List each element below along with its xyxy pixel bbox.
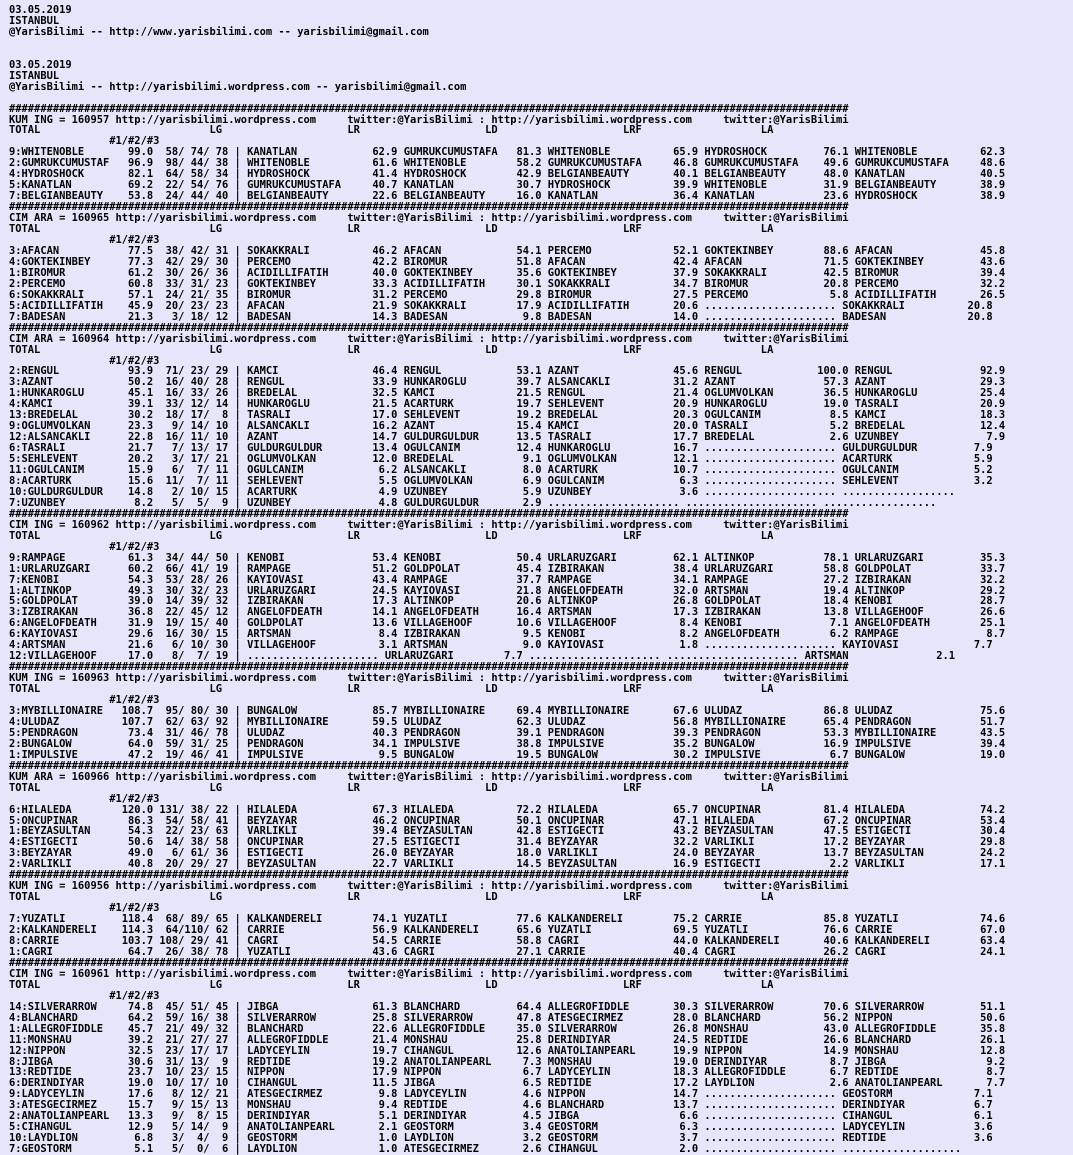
text-line: 13:REDTIDE 23.7 10/ 23/ 15 | NIPPON 17.9 NIPPON 6.7 LADYCEYLIN 18.3 ALLEGROFIDDLE 6.7 REDTIDE 8.7 bbox=[9, 1066, 1006, 1079]
text-line: 3:BEYZAYAR 49.0 6/ 61/ 36 | ESTIGECTI 26.0 BEYZAYAR 18.0 VARLIKLI 24.0 BEYZAYAR 13.7 BEYZASULTAN 24.2 bbox=[9, 847, 1006, 860]
text-line: 1:URLARUZGARI 60.2 66/ 41/ 19 | RAMPAGE 51.2 GOLDPOLAT 45.4 IZBIRAKAN 38.4 URLARUZGARI 58.8 GOLDPOLAT 33.7 bbox=[9, 562, 1006, 575]
text-line: 12:ALSANCAKLI 22.8 16/ 11/ 10 | AZANT 14.7 GULDURGULDUR 13.5 TASRALI 17.7 BREDELAL 2.6 UZUNBEY 7.9 bbox=[9, 431, 1006, 444]
text-line: 2:PERCEMO 60.8 33/ 31/ 23 | GOKTEKINBEY 33.3 ACIDILLIFATIH 30.1 SOKAKKRALI 34.7 BIROMUR 20.8 PERCEMO 32.2 bbox=[9, 277, 1006, 290]
text-line: 1:IMPULSIVE 47.2 19/ 46/ 41 | IMPULSIVE 9.5 BUNGALOW 19.5 BUNGALOW 30.2 IMPULSIVE 6.7 BUNGALOW 19.0 bbox=[9, 748, 1006, 761]
text-line: ###################################################################################################################################### bbox=[9, 102, 849, 115]
text-line: 11:OGULCANIM 15.9 6/ 7/ 11 | OGULCANIM 6.2 ALSANCAKLI 8.0 ACARTURK 10.7 ..................... OGULCANIM 5.2 bbox=[9, 464, 993, 477]
text-line: 5:GOLDPOLAT 39.0 14/ 39/ 32 | IZBIRAKAN 17.3 ALTINKOP 20.6 ALTINKOP 26.8 GOLDPOLAT 18.4 KENOBI 28.7 bbox=[9, 595, 1006, 608]
text-line: 8:CARRIE 103.7 108/ 29/ 41 | CAGRI 54.5 CARRIE 58.8 CAGRI 44.0 KALKANDERELI 40.6 KALKANDERELI 63.4 bbox=[9, 935, 1006, 948]
text-line: 6:ANGELOFDEATH 31.9 19/ 15/ 40 | GOLDPOLAT 13.6 VILLAGEHOOF 10.6 VILLAGEHOOF 8.4 KENOBI 7.1 ANGELOFDEATH 25.1 bbox=[9, 617, 1006, 630]
text-line: TOTAL LG LR LD LRF LA bbox=[9, 124, 774, 137]
text-line: ISTANBUL bbox=[9, 69, 60, 82]
text-line: ###################################################################################################################################### bbox=[9, 759, 849, 772]
text-line: 5:KANATLAN 69.2 22/ 54/ 76 | GUMRUKCUMUSTAFA 40.7 KANATLAN 30.7 HYDROSHOCK 39.9 WHITENOBLE 31.9 BELGIANBEAUTY 38.9 bbox=[9, 179, 1006, 192]
text-line: ###################################################################################################################################### bbox=[9, 869, 849, 882]
text-line: 6:KAYIOVASI 29.6 16/ 30/ 15 | ARTSMAN 8.4 IZBIRAKAN 9.5 KENOBI 8.2 ANGELOFDEATH 6.2 RAMPAGE 8.7 bbox=[9, 628, 1006, 641]
text-line: 8:ACARTURK 15.6 11/ 7/ 11 | SEHLEVENT 5.5 OGLUMVOLKAN 6.9 OGULCANIM 6.3 ..................... SEHLEVENT 3.2 bbox=[9, 474, 993, 487]
text-line: ###################################################################################################################################### bbox=[9, 661, 849, 674]
text-line: 7:YUZATLI 118.4 68/ 89/ 65 | KALKANDERELI 74.1 YUZATLI 77.6 KALKANDERELI 75.2 CARRIE 85.8 YUZATLI 74.6 bbox=[9, 913, 1006, 926]
text-line: ###################################################################################################################################### bbox=[9, 956, 849, 969]
text-line: 1:HUNKAROGLU 45.1 16/ 33/ 26 | BREDELAL 32.5 KAMCI 21.5 RENGUL 21.4 OGLUMVOLKAN 36.5 HUNKAROGLU 25.4 bbox=[9, 387, 1006, 400]
text-line: 4:ULUDAZ 107.7 62/ 63/ 92 | MYBILLIONAIRE 59.5 ULUDAZ 62.3 ULUDAZ 56.8 MYBILLIONAIRE 65.4 PENDRAGON 51.7 bbox=[9, 715, 1006, 728]
text-line bbox=[9, 38, 1073, 49]
text-line: ###################################################################################################################################### bbox=[9, 201, 849, 214]
text-line: ###################################################################################################################################### bbox=[9, 321, 849, 334]
text-line: #1/#2/#3 bbox=[9, 902, 160, 915]
text-line: KUM ING = 160957 http://yarisbilimi.wordpress.com twitter:@YarisBilimi : http://yarisbilimi.wordpress.com twitter:@YarisBilimi bbox=[9, 113, 849, 126]
text-line: #1/#2/#3 bbox=[9, 989, 160, 1002]
text-line: 3:IZBIRAKAN 36.8 22/ 45/ 12 | ANGELOFDEATH 14.1 ANGELOFDEATH 16.4 ARTSMAN 17.3 IZBIRAKAN 13.8 VILLAGEHOOF 26.6 bbox=[9, 606, 1006, 619]
text-line: 10:GULDURGULDUR 14.8 2/ 10/ 15 | ACARTURK 4.9 UZUNBEY 5.9 UZUNBEY 3.6 ..................... .................. bbox=[9, 485, 956, 498]
text-line: 5:ACIDILLIFATIH 45.9 20/ 23/ 23 | AFACAN 21.9 SOKAKKRALI 17.9 ACIDILLIFATIH 20.6 ..................... SOKAKKRALI 20.8 bbox=[9, 299, 993, 312]
text-line: 3:ATESGECIRMEZ 15.7 9/ 15/ 13 | MONSHAU 9.4 REDTIDE 4.6 BLANCHARD 13.7 ..................... DERINDIYAR 6.7 bbox=[9, 1099, 993, 1112]
text-line: 12:VILLAGEHOOF 17.0 8/ 7/ 19 | ..................... URLARUZGARI 7.7 ..................... ..................... ARTSMAN 2.1 bbox=[9, 650, 956, 663]
text-line: 1:ALTINKOP 49.3 30/ 32/ 23 | URLARUZGARI 24.5 KAYIOVASI 21.8 ANGELOFDEATH 32.0 ARTSMAN 19.4 ALTINKOP 29.2 bbox=[9, 584, 1006, 597]
text-line: 4:KAMCI 39.1 33/ 12/ 14 | HUNKAROGLU 21.5 ACARTURK 19.7 SEHLEVENT 20.9 HUNKAROGLU 19.0 TASRALI 20.9 bbox=[9, 398, 1006, 411]
text-line: 4:GOKTEKINBEY 77.3 42/ 29/ 30 | PERCEMO 42.2 BIROMUR 51.8 AFACAN 42.4 AFACAN 71.5 GOKTEKINBEY 43.6 bbox=[9, 255, 1006, 268]
text-line: 4:ARTSMAN 21.6 6/ 10/ 30 | VILLAGEHOOF 3.1 ARTSMAN 9.0 KAYIOVASI 1.8 ..................... KAYIOVASI 7.7 bbox=[9, 639, 993, 652]
text-line: 7:GEOSTORM 5.1 5/ 0/ 6 | LAYDLION 1.0 ATESGECIRMEZ 2.6 CIHANGUL 2.0 ..................... ................... bbox=[9, 1143, 962, 1155]
text-line: @YarisBilimi -- http://www.yarisbilimi.com -- yarisbilimi@gmail.com bbox=[9, 25, 429, 38]
text-line: 7:BELGIANBEAUTY 53.8 24/ 44/ 40 | BELGIANBEAUTY 22.6 BELGIANBEAUTY 16.0 KANATLAN 36.4 KANATLAN 23.6 HYDROSHOCK 38.9 bbox=[9, 190, 1006, 203]
text-line: #1/#2/#3 bbox=[9, 540, 160, 553]
text-line: 7:UZUNBEY 8.2 5/ 5/ 9 | UZUNBEY 4.8 GULDURGULDUR 2.9 ..................... ..................... .................. bbox=[9, 496, 937, 509]
text-line: 6:HILALEDA 120.0 131/ 38/ 22 | HILALEDA 67.3 HILALEDA 72.2 HILALEDA 65.7 ONCUPINAR 81.4 HILALEDA 74.2 bbox=[9, 803, 1006, 816]
text-line: 2:ANATOLIANPEARL 13.3 9/ 8/ 15 | DERINDIYAR 5.1 DERINDIYAR 4.5 JIBGA 6.6 ..................... CIHANGUL 6.1 bbox=[9, 1110, 993, 1123]
text-line: ###################################################################################################################################### bbox=[9, 507, 849, 520]
text-line: 5:PENDRAGON 73.4 31/ 46/ 78 | ULUDAZ 40.3 PENDRAGON 39.1 PENDRAGON 39.3 PENDRAGON 53.3 MYBILLIONAIRE 43.5 bbox=[9, 726, 1006, 739]
text-line: 7:BADESAN 21.3 3/ 18/ 12 | BADESAN 14.3 BADESAN 9.8 BADESAN 14.0 ..................... BADESAN 20.8 bbox=[9, 310, 993, 323]
text-line: 13:BREDELAL 30.2 18/ 17/ 8 | TASRALI 17.0 SEHLEVENT 19.2 BREDELAL 20.3 OGULCANIM 8.5 KAMCI 18.3 bbox=[9, 409, 1006, 422]
text-line: #1/#2/#3 bbox=[9, 234, 160, 247]
text-line bbox=[9, 93, 1073, 104]
text-line: 2:GUMRUKCUMUSTAF 96.9 98/ 44/ 38 | WHITENOBLE 61.6 WHITENOBLE 58.2 GUMRUKCUMUSTAFA 46.8 GUMRUKCUMUSTAFA 49.6 GUMRUKCUMUSTAFA 48.6 bbox=[9, 157, 1006, 170]
text-line: 11:MONSHAU 39.2 21/ 27/ 27 | ALLEGROFIDDLE 21.4 MONSHAU 25.8 DERINDIYAR 24.5 REDTIDE 26.6 BLANCHARD 26.1 bbox=[9, 1033, 1006, 1046]
text-line: #1/#2/#3 bbox=[9, 135, 160, 148]
text-line: 1:ALLEGROFIDDLE 45.7 21/ 49/ 32 | BLANCHARD 22.6 ALLEGROFIDDLE 35.0 SILVERARROW 26.8 MONSHAU 43.0 ALLEGROFIDDLE 35.8 bbox=[9, 1022, 1006, 1035]
text-line: #1/#2/#3 bbox=[9, 354, 160, 367]
text-line: CIM ING = 160961 http://yarisbilimi.wordpress.com twitter:@YarisBilimi : http://yarisbilimi.wordpress.com twitter:@YarisBilimi bbox=[9, 967, 849, 980]
text-line: 6:DERINDIYAR 19.0 10/ 17/ 10 | CIHANGUL 11.5 JIBGA 6.5 REDTIDE 17.2 LAYDLION 2.6 ANATOLIANPEARL 7.7 bbox=[9, 1077, 1006, 1090]
text-line: CIM ARA = 160965 http://yarisbilimi.wordpress.com twitter:@YarisBilimi : http://yarisbilimi.wordpress.com twitter:@YarisBilimi bbox=[9, 212, 849, 225]
text-line: 10:LAYDLION 6.8 3/ 4/ 9 | GEOSTORM 1.0 LAYDLION 3.2 GEOSTORM 3.7 ..................... REDTIDE 3.6 bbox=[9, 1132, 993, 1145]
text-line: 14:SILVERARROW 74.8 45/ 51/ 45 | JIBGA 61.3 BLANCHARD 64.4 ALLEGROFIDDLE 30.3 SILVERARROW 70.6 SILVERARROW 51.1 bbox=[9, 1000, 1006, 1013]
text-line: 4:ESTIGECTI 50.6 14/ 38/ 58 | ONCUPINAR 27.5 ESTIGECTI 31.4 BEYZAYAR 32.2 VARLIKLI 17.2 BEYZAYAR 29.8 bbox=[9, 836, 1006, 849]
text-line: CIM ARA = 160964 http://yarisbilimi.wordpress.com twitter:@YarisBilimi : http://yarisbilimi.wordpress.com twitter:@YarisBilimi bbox=[9, 332, 849, 345]
text-line: KUM ING = 160956 http://yarisbilimi.wordpress.com twitter:@YarisBilimi : http://yarisbilimi.wordpress.com twitter:@YarisBilimi bbox=[9, 880, 849, 893]
text-line: 7:KENOBI 54.3 53/ 28/ 26 | KAYIOVASI 43.4 RAMPAGE 37.7 RAMPAGE 34.1 RAMPAGE 27.2 IZBIRAKAN 32.2 bbox=[9, 573, 1006, 586]
text-line: 1:BIROMUR 61.2 30/ 26/ 36 | ACIDILLIFATIH 40.0 GOKTEKINBEY 35.6 GOKTEKINBEY 37.9 SOKAKKRALI 42.5 BIROMUR 39.4 bbox=[9, 266, 1006, 279]
text-line: 9:WHITENOBLE 99.0 58/ 74/ 78 | KANATLAN 62.9 GUMRUKCUMUSTAFA 81.3 WHITENOBLE 65.9 HYDROSHOCK 76.1 WHITENOBLE 62.3 bbox=[9, 146, 1006, 159]
text-line: TOTAL LG LR LD LRF LA bbox=[9, 683, 774, 696]
text-line: @YarisBilimi -- http://yarisbilimi.wordpress.com -- yarisbilimi@gmail.com bbox=[9, 80, 467, 93]
text-line: TOTAL LG LR LD LRF LA bbox=[9, 781, 774, 794]
text-line: 2:RENGUL 93.9 71/ 23/ 29 | KAMCI 46.4 RENGUL 53.1 AZANT 45.6 RENGUL 100.0 RENGUL 92.9 bbox=[9, 365, 1006, 378]
text-line: 5:ONCUPINAR 86.3 54/ 58/ 41 | BEYZAYAR 46.2 ONCUPINAR 50.1 ONCUPINAR 47.1 HILALEDA 67.2 ONCUPINAR 53.4 bbox=[9, 814, 1006, 827]
text-line: 1:CAGRI 64.7 26/ 38/ 78 | YUZATLI 43.6 CAGRI 27.1 CARRIE 40.4 CAGRI 26.2 CAGRI 24.1 bbox=[9, 945, 1006, 958]
text-line: 4:BLANCHARD 64.2 59/ 16/ 38 | SILVERARROW 25.8 SILVERARROW 47.8 ATESGECIRMEZ 28.0 BLANCHARD 56.2 NIPPON 50.6 bbox=[9, 1011, 1006, 1024]
text-line: KUM ING = 160963 http://yarisbilimi.wordpress.com twitter:@YarisBilimi : http://yarisbilimi.wordpress.com twitter:@YarisBilimi bbox=[9, 672, 849, 685]
text-line: 6:SOKAKKRALI 57.1 24/ 21/ 35 | BIROMUR 31.2 PERCEMO 29.8 BIROMUR 27.5 PERCEMO 5.8 ACIDILLIFATIH 26.5 bbox=[9, 288, 1006, 301]
text-line: TOTAL LG LR LD LRF LA bbox=[9, 529, 774, 542]
text-line: 5:CIHANGUL 12.9 5/ 14/ 9 | ANATOLIANPEARL 2.1 GEOSTORM 3.4 GEOSTORM 6.3 ..................... LADYCEYLIN 3.6 bbox=[9, 1121, 993, 1134]
text-line: 1:BEYZASULTAN 54.3 22/ 23/ 63 | VARLIKLI 39.4 BEYZASULTAN 42.8 ESTIGECTI 43.2 BEYZASULTAN 47.5 ESTIGECTI 30.4 bbox=[9, 825, 1006, 838]
text-line: 8:JIBGA 30.6 31/ 13/ 9 | REDTIDE 19.2 ANATOLIANPEARL 7.3 MONSHAU 19.0 DERINDIYAR 8.7 JIBGA 9.2 bbox=[9, 1055, 1006, 1068]
text-line: 9:OGLUMVOLKAN 23.3 9/ 14/ 10 | ALSANCAKLI 16.2 AZANT 15.4 KAMCI 20.0 TASRALI 5.2 BREDELAL 12.4 bbox=[9, 420, 1006, 433]
text-line: 03.05.2019 bbox=[9, 58, 72, 71]
text-line: KUM ARA = 160966 http://yarisbilimi.wordpress.com twitter:@YarisBilimi : http://yarisbilimi.wordpress.com twitter:@YarisBilimi bbox=[9, 770, 849, 783]
text-line: 3:MYBILLIONAIRE 108.7 95/ 80/ 30 | BUNGALOW 85.7 MYBILLIONAIRE 69.4 MYBILLIONAIRE 67.6 ULUDAZ 86.8 ULUDAZ 75.6 bbox=[9, 705, 1006, 717]
text-line: 3:AFACAN 77.5 38/ 42/ 31 | SOKAKKRALI 46.2 AFACAN 54.1 PERCEMO 52.1 GOKTEKINBEY 88.6 AFACAN 45.8 bbox=[9, 244, 1006, 257]
text-line: #1/#2/#3 bbox=[9, 694, 160, 707]
text-line: TOTAL LG LR LD LRF LA bbox=[9, 891, 774, 904]
text-line: CIM ING = 160962 http://yarisbilimi.wordpress.com twitter:@YarisBilimi : http://yarisbilimi.wordpress.com twitter:@YarisBilimi bbox=[9, 518, 849, 531]
text-line: 2:BUNGALOW 64.0 59/ 31/ 25 | PENDRAGON 34.1 IMPULSIVE 38.8 IMPULSIVE 35.2 BUNGALOW 16.9 IMPULSIVE 39.4 bbox=[9, 737, 1006, 750]
text-line: 6:TASRALI 21.7 7/ 13/ 17 | GULDURGULDUR 13.4 OGULCANIM 12.4 HUNKAROGLU 16.7 ..................... GULDURGULDUR 7.9 bbox=[9, 442, 993, 455]
text-line: 12:NIPPON 32.5 23/ 17/ 17 | LADYCEYLIN 19.7 CIHANGUL 12.6 ANATOLIANPEARL 19.9 NIPPON 14.9 MONSHAU 12.8 bbox=[9, 1044, 1006, 1057]
text-line: TOTAL LG LR LD LRF LA bbox=[9, 343, 774, 356]
text-line: 3:AZANT 50.2 16/ 40/ 28 | RENGUL 33.9 HUNKAROGLU 39.7 ALSANCAKLI 31.2 AZANT 57.3 AZANT 29.3 bbox=[9, 376, 1006, 389]
text-line: #1/#2/#3 bbox=[9, 792, 160, 805]
text-line: TOTAL LG LR LD LRF LA bbox=[9, 978, 774, 991]
text-line: 03.05.2019 bbox=[9, 4, 72, 16]
text-line: ISTANBUL bbox=[9, 14, 60, 27]
text-line: 9:LADYCEYLIN 17.6 8/ 12/ 21 | ATESGECIRMEZ 9.8 LADYCEYLIN 4.6 NIPPON 14.7 ..................... GEOSTORM 7.1 bbox=[9, 1088, 993, 1101]
text-line bbox=[9, 49, 1073, 60]
text-line: 2:KALKANDERELI 114.3 64/110/ 62 | CARRIE 56.9 KALKANDERELI 65.6 YUZATLI 69.5 YUZATLI 76.6 CARRIE 67.0 bbox=[9, 924, 1006, 937]
text-line: 9:RAMPAGE 61.3 34/ 44/ 50 | KENOBI 53.4 KENOBI 50.4 URLARUZGARI 62.1 ALTINKOP 78.1 URLARUZGARI 35.3 bbox=[9, 551, 1006, 564]
text-line: 4:HYDROSHOCK 82.1 64/ 58/ 34 | HYDROSHOCK 41.4 HYDROSHOCK 42.9 BELGIANBEAUTY 40.1 BELGIANBEAUTY 48.0 KANATLAN 40.5 bbox=[9, 168, 1006, 181]
text-line: 2:VARLIKLI 40.8 20/ 29/ 27 | BEYZASULTAN 22.7 VARLIKLI 14.5 BEYZASULTAN 16.9 ESTIGECTI 2.2 VARLIKLI 17.1 bbox=[9, 858, 1006, 871]
text-line: 5:SEHLEVENT 20.2 3/ 17/ 21 | OGLUMVOLKAN 12.0 BREDELAL 9.1 OGLUMVOLKAN 12.1 ..................... ACARTURK 5.9 bbox=[9, 453, 993, 466]
text-line: TOTAL LG LR LD LRF LA bbox=[9, 223, 774, 236]
